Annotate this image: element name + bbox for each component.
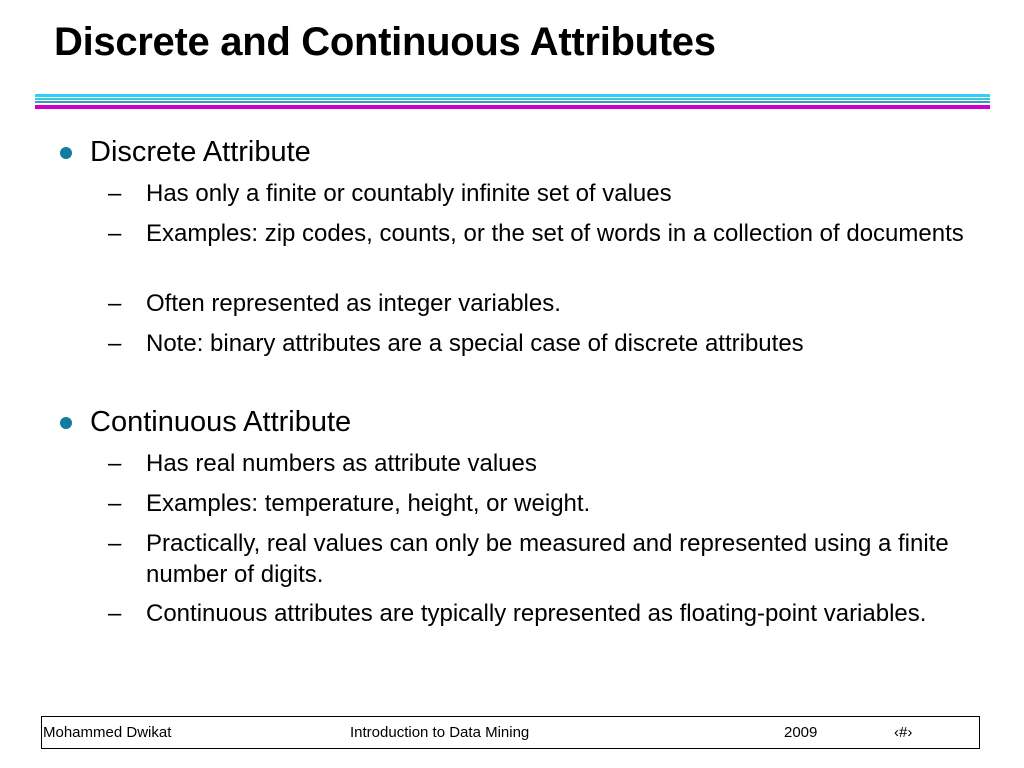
section-heading: Continuous Attribute — [90, 406, 352, 438]
footer-course: Introduction to Data Mining — [350, 724, 530, 741]
dash-icon: – — [108, 450, 122, 477]
dash-icon: – — [108, 330, 122, 357]
dash-icon: – — [108, 180, 122, 207]
title-rule-magenta — [35, 105, 990, 109]
footer-year: 2009 — [784, 724, 818, 741]
footer-author: Mohammed Dwikat — [43, 724, 172, 741]
list-item: Examples: zip codes, counts, or the set of words in a collection of documents — [146, 220, 964, 247]
section-heading: Discrete Attribute — [90, 136, 311, 168]
dash-icon: – — [108, 530, 122, 557]
list-item: Often represented as integer variables. — [146, 290, 561, 317]
list-item: Note: binary attributes are a special case of discrete attributes — [146, 330, 804, 357]
footer-page-number: ‹#› — [894, 724, 913, 741]
bullet-dot-icon — [60, 147, 72, 159]
dash-icon: – — [108, 290, 122, 317]
title-rule-teal — [35, 98, 990, 100]
list-item: Continuous attributes are typically represented as floating-point variables. — [146, 600, 927, 627]
list-item: Has real numbers as attribute values — [146, 450, 537, 477]
dash-icon: – — [108, 220, 122, 247]
slide-footer — [41, 716, 980, 749]
title-rule-cyan — [35, 94, 990, 97]
list-item: Examples: temperature, height, or weight. — [146, 490, 591, 517]
dash-icon: – — [108, 490, 122, 517]
list-item: Has only a finite or countably infinite set of values — [146, 180, 672, 207]
dash-icon: – — [108, 600, 122, 627]
slide-title: Discrete and Continuous Attributes — [54, 20, 716, 64]
bullet-dot-icon — [60, 417, 72, 429]
list-item: Practically, real values can only be measured and represented using a finite number of digits. — [146, 530, 949, 588]
title-rule-blue — [35, 101, 990, 103]
